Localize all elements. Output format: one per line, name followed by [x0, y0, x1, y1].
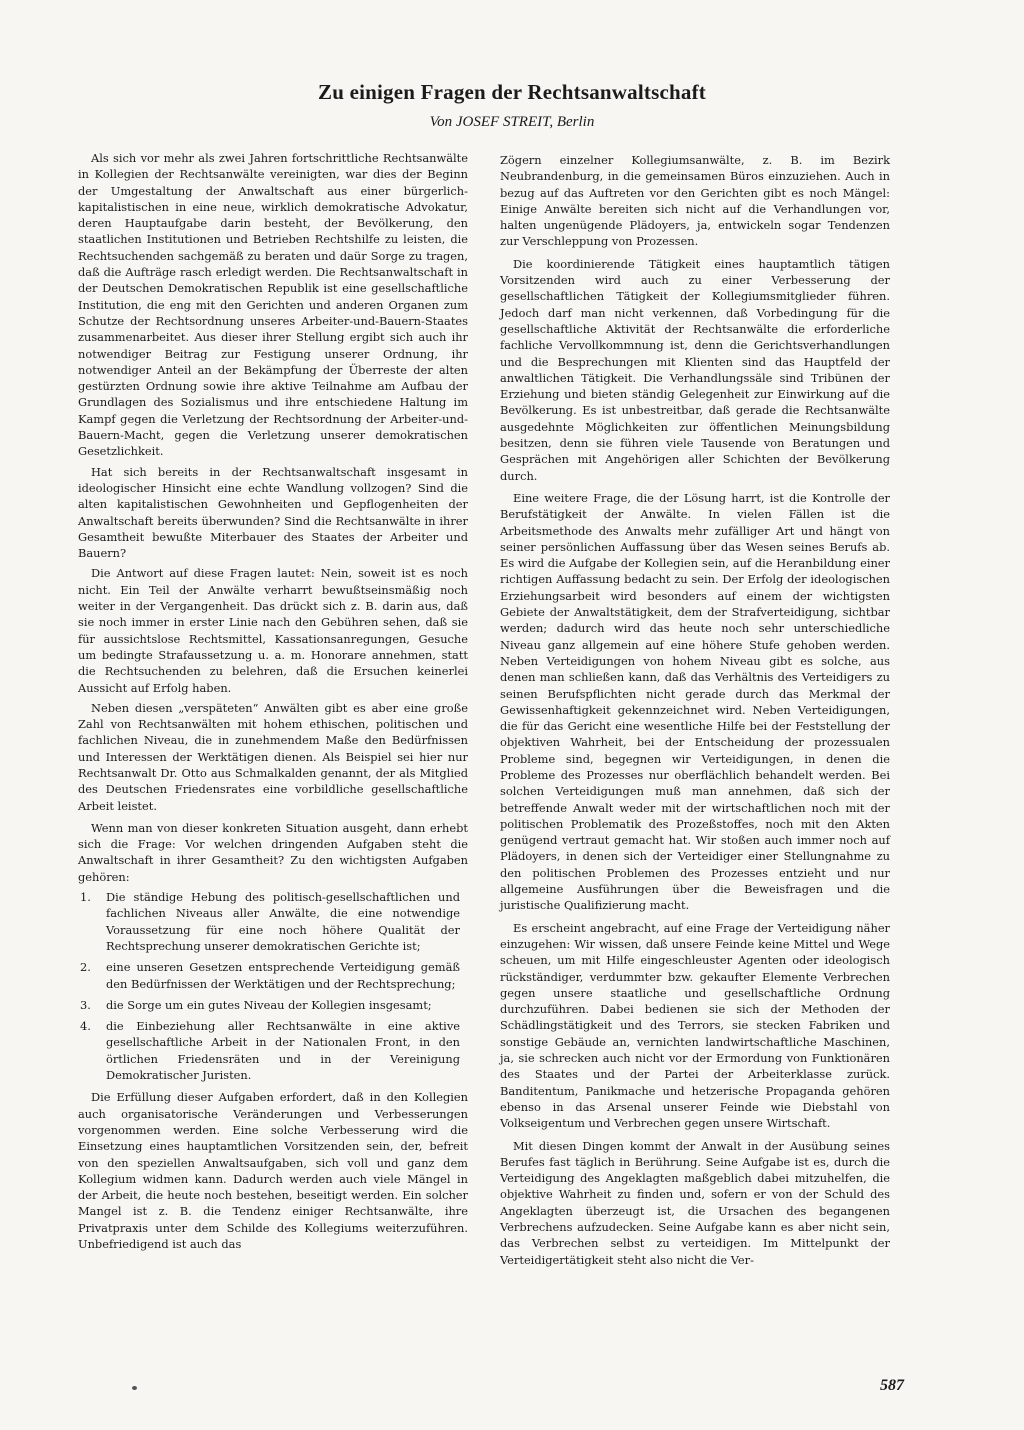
list-item-text: eine unseren Gesetzen entsprechende Verteidigung gemäß den Bedürfnissen der Werktätigen und der Rechtsprechung;	[106, 960, 460, 991]
list-item-number: 2.	[80, 960, 91, 975]
paragraph: Die koordinierende Tätigkeit eines hauptamtlich tätigen Vorsitzenden wird auch zu einer Verbesserung der gesellschaftlichen Tätigkeit der Kollegiumsmitglieder führen. Jedoch darf man nicht verkennen, daß Vorbedingung für die gesellschaftliche Aktivität der Rechtsanwälte die erforderliche fachliche Vervollkommnung ist, denn die Gerichtsverhandlungen und die Besprechungen mit Klienten sind das Hauptfeld der anwaltlichen Tätigkeit. Die Verhandlungssäle sind Tribünen der Erziehung und bieten ständig Gelegenheit zur Einwirkung auf die Bevölkerung. Es ist unbestreitbar, daß gerade die Rechtsanwälte ausgedehnte Möglichkeiten zur öffentlichen Meinungsbildung besitzen, denn sie führen viele Tausende von Beratungen und Gesprächen mit Angehörigen aller Schichten der Bevölkerung durch.	[500, 256, 890, 483]
page-number: 587	[880, 1377, 904, 1394]
list-item	[78, 997, 468, 1013]
paragraph: Hat sich bereits in der Rechtsanwaltschaft insgesamt in ideologischer Hinsicht eine echte Wandlung vollzogen? Sind die alten kapitalistischen Gewohnheiten und Gepflogenheiten der Anwaltschaft bereits überwunden? Sind die Rechtsanwälte in ihrer Gesamtheit bewußte Miterbauer des Staates der Arbeiter und Bauern?	[78, 464, 468, 561]
list-item-number: 4.	[80, 1019, 91, 1034]
article-byline: Von JOSEF STREIT, Berlin	[429, 114, 595, 130]
paragraph: Die Antwort auf diese Fragen lautet: Nein, soweit ist es noch nicht. Ein Teil der Anwälte verharrt bewußtseinsmäßig noch weiter in der Vergangenheit. Das drückt sich z. B. darin aus, daß sie noch immer in erster Linie nach den Gebühren sehen, daß sie für aussichtslose Rechtsmittel, Kassationsanregungen, Gesuche um bedingte Strafaussetzung u. a. m. Honorare annehmen, statt die Rechtsuchenden zu belehren, daß die Ersuchen keinerlei Aussicht auf Erfolg haben.	[78, 566, 468, 695]
list-item	[78, 1018, 468, 1083]
list-item-number: 3.	[80, 997, 91, 1012]
task-list	[78, 889, 468, 1083]
list-item	[78, 889, 468, 954]
right-column	[500, 152, 890, 1272]
left-column	[78, 150, 468, 1256]
ink-mark	[132, 1386, 137, 1390]
paragraph: Es erscheint angebracht, auf eine Frage der Verteidigung näher einzugehen: Wir wissen, daß unsere Feinde keine Mittel und Wege scheuen, um mit Hilfe eingeschleuster Agenten oder ideologisch rückständiger, verdummter bzw. gekaufter Elemente Verbrechen gegen unsere staatliche und gesellschaftliche Ordnung durchzuführen. Dabei bedienen sie sich der Methoden der Schädlingstätigkeit und des Terrors, sie stecken Fabriken und sonstige Gebäude an, vernichten landwirtschaftliche Maschinen, ja, sie schrecken auch nicht vor der Ermordung von Funktionären des Staates und der Partei der Arbeiterklasse zurück. Banditentum, Panikmache und hetzerische Propaganda gehören ebenso in das Arsenal unserer Feinde wie Diebstahl von Volkseigentum und Verbrechen gegen unsere Wirtschaft.	[500, 920, 890, 1131]
paragraph: Als sich vor mehr als zwei Jahren fortschrittliche Rechtsanwälte in Kollegien der Rechtsanwälte vereinigten, war dies der Beginn der Umgestaltung der Anwaltschaft aus einer bürgerlich-kapitalistischen in eine neue, wirklich demokratische Advokatur, deren Hauptaufgabe darin besteht, der Bevölkerung, den staatlichen Institutionen und Betrieben Rechtshilfe zu leisten, die Rechtsuchenden sachgemäß zu beraten und daür Sorge zu tragen, daß die Aufträge rasch erledigt werden. Die Rechtsanwaltschaft in der Deutschen Demokratischen Republik ist eine gesellschaftliche Institution, die eng mit den Gerichten und anderen Organen zum Schutze der Rechtsordnung unseres Arbeiter-und-Bauern-Staates zusammenarbeitet. Aus dieser ihrer Stellung ergibt sich auch ihr notwendiger Beitrag zur Festigung unserer Ordnung, ihr notwendiger Anteil an der Bekämpfung der Überreste der alten gestürzten Ordnung sowie ihre aktive Teilnahme am Aufbau der Grundlagen des Sozialismus und ihre entschiedene Haltung im Kampf gegen die Verletzung der Rechtsordnung der Arbeiter-und-Bauern-Macht, gegen die Verletzung unserer demokratischen Gesetzlichkeit.	[78, 151, 468, 459]
paragraph: Die Erfüllung dieser Aufgaben erfordert, daß in den Kollegien auch organisatorische Veränderungen und Verbesserungen vorgenommen werden. Eine solche Verbesserung wird die Einsetzung eines hauptamtlichen Vorsitzenden sein, der, befreit von den speziellen Anwaltsaufgaben, sich voll und ganz dem Kollegium widmen kann. Dadurch werden auch viele Mängel in der Arbeit, die heute noch bestehen, beseitigt werden. Ein solcher Mangel ist z. B. die Tendenz einiger Rechtsanwälte, ihre Privatpraxis unter dem Schilde des Kollegiums weiterzuführen. Unbefriedigend ist auch das	[78, 1090, 468, 1251]
article-title: Zu einigen Fragen der Rechtsanwaltschaft	[318, 80, 706, 104]
list-item-text: Die ständige Hebung des politisch-gesellschaftlichen und fachlichen Niveaus aller Anwälte, die eine notwendige Voraussetzung für eine noch höhere Qualität der Rechtsprechung unserer demokratischen Gerichte ist;	[106, 890, 460, 953]
paragraph: Zögern einzelner Kollegiumsanwälte, z. B. im Bezirk Neubrandenburg, in die gemeinsamen Büros einzuziehen. Auch in bezug auf das Auftreten vor den Gerichten gibt es noch Mängel: Einige Anwälte bereiten sich nicht auf die Verhandlungen vor, halten ungenügende Plädoyers, ja, entwickeln sogar Tendenzen zur Verschleppung von Prozessen.	[500, 153, 890, 249]
paragraph: Wenn man von dieser konkreten Situation ausgeht, dann erhebt sich die Frage: Vor welchen dringenden Aufgaben steht die Anwaltschaft in ihrer Gesamtheit? Zu den wichtigsten Aufgaben gehören:	[78, 820, 468, 884]
paragraph: Neben diesen „verspäteten“ Anwälten gibt es aber eine große Zahl von Rechtsanwälten mit hohem ethischen, politischen und fachlichen Niveau, die in zunehmendem Maße den Bedürfnissen und Interessen der Werktätigen dienen. Als Beispiel sei hier nur Rechtsanwalt Dr. Otto aus Schmalkalden genannt, der als Mitglied des Deutschen Friedensrates eine vorbildliche gesellschaftliche Arbeit leistet.	[78, 700, 468, 813]
list-item-text: die Sorge um ein gutes Niveau der Kollegien insgesamt;	[106, 997, 432, 1012]
paragraph: Eine weitere Frage, die der Lösung harrt, ist die Kontrolle der Berufstätigkeit der Anwälte. In vielen Fällen ist die Arbeitsmethode des Anwalts mehr zufälliger Art und hängt von seiner persönlichen Auffassung über das Wesen seines Berufs ab. Es wird die Aufgabe der Kollegien sein, auf die Heranbildung einer richtigen Auffassung bedacht zu sein. Der Erfolg der ideologischen Erziehungsarbeit wird besonders auf einem der wichtigsten Gebiete der Anwaltstätigkeit, dem der Strafverteidigung, sichtbar werden; dadurch wird das heute noch sehr unterschiedliche Niveau ganz allgemein auf eine höhere Stufe gehoben werden. Neben Verteidigungen von hohem Niveau gibt es solche, aus denen man schließen kann, daß das Verhältnis des Verteidigers zu seinen Berufspflichten nicht gerade durch das Merkmal der Gewissenhaftigkeit gekennzeichnet wird. Neben Verteidigungen, die für das Gericht eine wesentliche Hilfe bei der Feststellung der objektiven Wahrheit, bei der Entscheidung der prozessualen Probleme sind, begegnen wir Verteidigungen, in denen die Probleme des Prozesses nur oberflächlich behandelt werden. Bei solchen Verteidigungen muß man annehmen, daß sich der betreffende Anwalt weder mit der wirtschaftlichen noch mit der politischen Problematik des Prozeßstoffes, noch mit den Akten genügend vertraut gemacht hat. Wir stoßen auch immer noch auf Plädoyers, in denen sich der Verteidiger einer Stellungnahme zu den politischen Problemen des Prozesses entzieht und nur allgemeine Ausführungen über die Beweisfragen und die juristische Qualifizierung macht.	[500, 490, 890, 913]
list-item	[78, 959, 468, 992]
list-item-text: die Einbeziehung aller Rechtsanwälte in eine aktive gesellschaftliche Arbeit in der Nationalen Front, in den örtlichen Friedensräten und in der Vereinigung Demokratischer Juristen.	[106, 1019, 460, 1083]
list-item-number: 1.	[80, 890, 91, 905]
paragraph: Mit diesen Dingen kommt der Anwalt in der Ausübung seines Berufes fast täglich in Berührung. Seine Aufgabe ist es, durch die Verteidigung des Angeklagten maßgeblich dabei mitzuhelfen, die objektive Wahrheit zu finden und, sofern er von der Schuld des Angeklagten überzeugt ist, die Ursachen des begangenen Verbrechens aufzudecken. Seine Aufgabe kann es aber nicht sein, das Verbrechen selbst zu verteidigen. Im Mittelpunkt der Verteidigertätigkeit steht also nicht die Ver-	[500, 1138, 890, 1267]
